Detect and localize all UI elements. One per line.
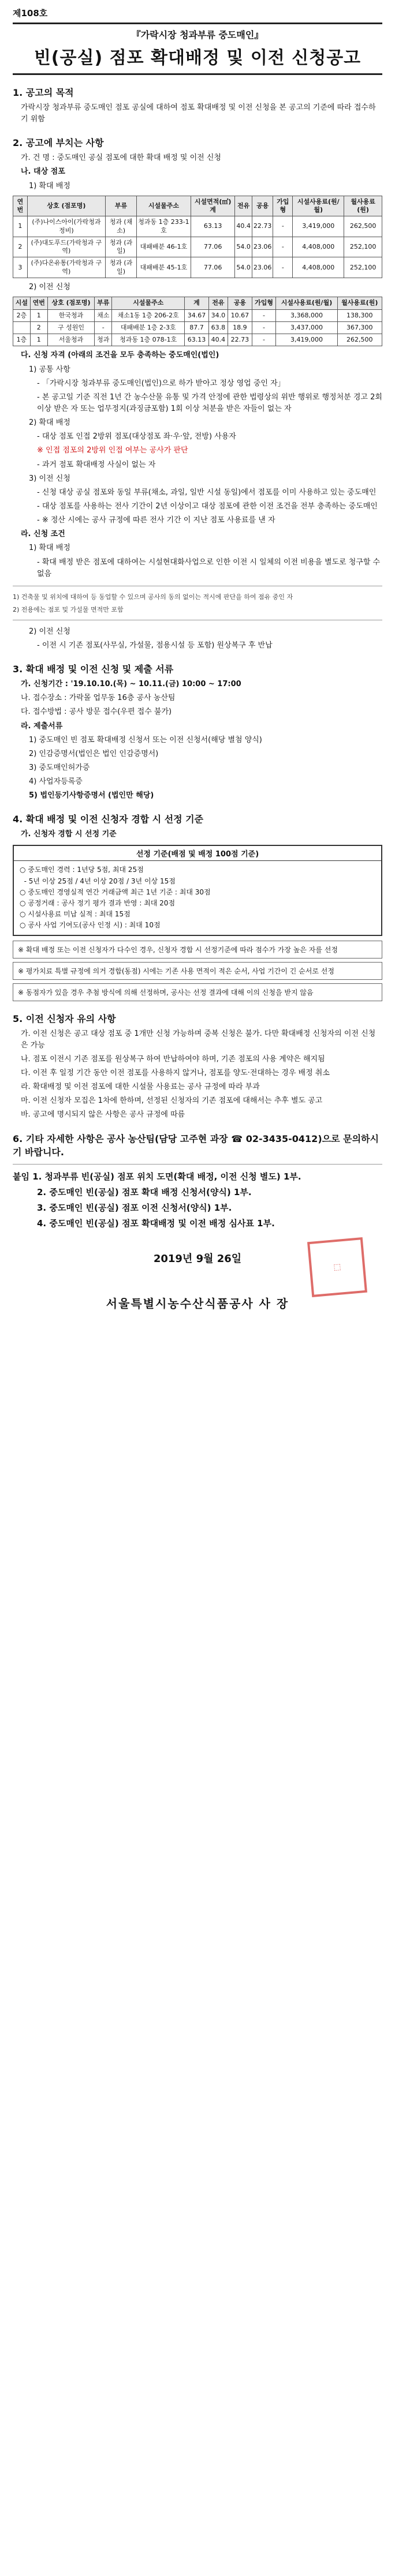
criteria-note: ※ 평가치료 특별 규정에 의거 경합(동점) 시에는 기존 사용 면적이 적은 순서, 사업 기간이 긴 순서로 선정: [13, 962, 382, 980]
issuer-signature: 서울특별시농수산식품공사 사 장: [106, 1296, 289, 1311]
table-cell: [13, 321, 31, 334]
table-row: [13, 321, 382, 334]
section5-heading: 5. 이전 신청자 유의 사항: [13, 1013, 116, 1024]
expansion-table: [13, 196, 382, 278]
table-cell: 3,419,000: [293, 216, 344, 237]
table-cell: 23.06: [252, 237, 273, 257]
apply-period: 가. 신청기간 : '19.10.10.(목) ~ 10.11.(금) 10:00 ~ 17:00: [21, 680, 241, 689]
caution-item: 나. 점포 이전시 기존 점포를 원상복구 하여 반납하여야 하며, 기존 점포의 사용 계약은 해지됨: [21, 1054, 325, 1064]
official-seal-icon: ⬚: [307, 1237, 367, 1297]
table-cell: 3,437,000: [276, 321, 337, 334]
table2-label: 2) 이전 신청: [29, 283, 70, 292]
t1-header: 가입형: [273, 196, 293, 216]
document-item: 2) 인감증명서(법인은 법인 인감증명서): [29, 749, 159, 758]
criteria-item: ○ 공정거래 : 공사 정기 평가 결과 반영 : 최대 20점: [20, 899, 176, 908]
table-cell: 1: [13, 216, 28, 237]
t2-header: 계: [185, 297, 208, 309]
criteria-item: ○ 시설사용료 미납 실적 : 최대 15점: [20, 910, 131, 919]
table-cell: 23.06: [252, 257, 273, 278]
table-cell: 3,419,000: [276, 334, 337, 346]
table-cell: 청과 (과일): [106, 237, 137, 257]
table-cell: 54.0: [235, 257, 252, 278]
criteria-item: - 5년 이상 25점 / 4년 이상 20점 / 3년 이상 15점: [20, 877, 176, 885]
t1-header: 공용: [252, 196, 273, 216]
table-cell: 77.06: [191, 237, 235, 257]
table-cell: 채소1동 1층 206-2호: [112, 309, 185, 321]
footnote: 1) 건축물 및 위치에 대하여 등 동업할 수 있으며 공사의 동의 없이는 적시에 판단을 하여 점유 중인 자: [13, 593, 293, 601]
t2-header: 월사용료(원): [337, 297, 382, 309]
table-cell: 2층: [13, 309, 31, 321]
table-cell: -: [252, 321, 276, 334]
table-cell: 138,300: [337, 309, 382, 321]
divider: [13, 1164, 382, 1165]
table-row: [13, 237, 382, 257]
table-cell: (주)대도푸드(가락청과 구역): [27, 237, 105, 257]
t1-header: 시설면적(㎡) 계: [191, 196, 235, 216]
table-cell: 청과동 1층 078-1호: [112, 334, 185, 346]
criteria-item: ○ 중도매인 경영실적 연간 거래금액 최근 1년 기준 : 최대 30점: [20, 888, 211, 896]
criteria-note: ※ 동점자가 있을 경우 추첨 방식에 의해 선정하며, 공사는 선정 결과에 대해 이의 신청을 받지 않음: [13, 983, 382, 1001]
table-cell: 대패배분 46-1호: [137, 237, 191, 257]
table-cell: 34.0: [208, 309, 228, 321]
table-cell: 252,100: [344, 257, 382, 278]
table-cell: -: [252, 309, 276, 321]
table-cell: -: [252, 334, 276, 346]
table-cell: 1층: [13, 334, 31, 346]
t2-header: 연번: [30, 297, 47, 309]
caution-item: 라. 확대배정 및 이전 점포에 대한 시설물 사용료는 공사 규정에 따라 부과: [21, 1083, 260, 1092]
apply-method: 다. 접수방법 : 공사 방문 접수(우편 접수 불가): [21, 707, 172, 717]
relocation-req-b: - 대상 점포를 사용하는 전사 기간이 2년 이상이고 대상 점포에 관한 이전 조건을 전부 충족하는 중도매인: [37, 501, 378, 511]
t2-header: 상호 (점포명): [47, 297, 95, 309]
table-cell: 63.13: [185, 334, 208, 346]
notice-subtitle: 『가락시장 청과부류 중도매인』: [131, 29, 264, 40]
expansion-req-b: - 과거 점포 확대배정 사실이 없는 자: [37, 460, 156, 469]
table-row: [13, 216, 382, 237]
section4-heading: 4. 확대 배정 및 이전 신청자 경합 시 선정 기준: [13, 814, 204, 825]
t2-header: 공용: [228, 297, 252, 309]
table-cell: 34.67: [185, 309, 208, 321]
section1-text: 가락시장 청과부류 중도매인 점포 공실에 대하여 점포 확대배정 및 이전 신청을 본 공고의 기준에 따라 접수하기 위함: [21, 103, 376, 124]
table1-label: 1) 확대 배정: [29, 181, 70, 190]
t2-header: 전유: [208, 297, 228, 309]
table-cell: 구 성원인: [47, 321, 95, 334]
table-cell: 367,300: [337, 321, 382, 334]
table-row: [13, 334, 382, 346]
relocation-table: [13, 297, 382, 346]
criteria-item: ○ 중도매인 경력 : 1년당 5점, 최대 25점: [20, 866, 144, 874]
table-cell: 18.9: [228, 321, 252, 334]
caution-item: 가. 이전 신청은 공고 대상 점포 중 1개만 신청 가능하며 중복 신청은 불가. 다만 확대배정 신청자의 이전 신청은 가능: [21, 1029, 376, 1050]
criteria-box: [13, 845, 382, 935]
criteria-box-title: 선정 기준(배점 및 배정 100점 기준): [14, 846, 381, 861]
table-cell: 4,408,000: [293, 237, 344, 257]
notice-number: 제108호: [13, 8, 48, 18]
section6-heading: 6. 기타 자세한 사항은 공사 농산팀(담당 고주현 과장 ☎ 02-3435-0412)으로 문의하시기 바랍니다.: [13, 1133, 379, 1158]
t1-header: 연번: [13, 196, 28, 216]
section3-heading: 3. 확대 배정 및 이전 신청 및 제출 서류: [13, 664, 174, 675]
table-cell: 청과동 1층 233-1호: [137, 216, 191, 237]
t2-header: 시설: [13, 297, 31, 309]
table-cell: 2: [30, 321, 47, 334]
caution-item: 바. 공고에 명시되지 않은 사항은 공사 규정에 따름: [21, 1110, 185, 1119]
table-cell: 262,500: [344, 216, 382, 237]
target-store-label: 나. 대상 점포: [21, 167, 65, 177]
attachments: [13, 1170, 382, 1231]
criteria-box-body: [14, 861, 381, 934]
table-cell: 63.13: [191, 216, 235, 237]
expansion-req-note: ※ 인접 점포의 2방위 인접 여부는 공사가 판단: [37, 446, 188, 455]
cond-relocation-label: 2) 이전 신청: [29, 627, 70, 636]
document-item: 5) 법인등기사항증명서 (법인만 해당): [29, 791, 154, 800]
table-cell: 청과 (채소): [106, 216, 137, 237]
apply-place: 나. 접수장소 : 가락몰 업무동 16층 공사 농산팀: [21, 694, 176, 703]
notice-title: 빈(공실) 점포 확대배정 및 이전 신청공고: [33, 48, 362, 68]
table-cell: 40.4: [235, 216, 252, 237]
common-req-label: 1) 공통 사항: [29, 365, 70, 374]
table-cell: 4,408,000: [293, 257, 344, 278]
headline-box: [13, 23, 382, 75]
t1-header: 시설물주소: [137, 196, 191, 216]
section2-heading: 2. 공고에 부치는 사항: [13, 137, 104, 149]
cond-relocation-text: - 이전 시 기존 점포(사무실, 가설물, 점용시설 등 포함) 원상복구 후 반납: [37, 641, 273, 650]
t1-header: 상호 (점포명): [27, 196, 105, 216]
document-item: 3) 중도매인허가증: [29, 763, 90, 772]
t1-header: 전유: [235, 196, 252, 216]
document-item: 1) 중도매인 빈 점포 확대배정 신청서 또는 이전 신청서(해당 별첨 양식): [29, 735, 262, 744]
table-cell: 대패배분 45-1호: [137, 257, 191, 278]
table-cell: (주)나이스아이(가락청과 정비): [27, 216, 105, 237]
table-row: [13, 257, 382, 278]
table-cell: 40.4: [208, 334, 228, 346]
expansion-req-label: 2) 확대 배정: [29, 418, 70, 428]
notice-date: 2019년 9월 26일: [153, 1252, 242, 1265]
conditions-heading: 라. 신청 조건: [21, 530, 65, 539]
table-cell: 262,500: [337, 334, 382, 346]
common-req-b: - 본 공고일 기준 직전 1년 간 농수산물 유통 및 가격 안정에 관한 법령상의 위반 행위로 행정처분 경고 2회 이상 받은 자 또는 업무정지(과징금포함) 1회 이상 처분을 받은 자들이 없는 자: [37, 392, 382, 413]
attachment-item: 붙임 1. 청과부류 빈(공실) 점포 위치 도면(확대 배정, 이전 신청 별도) 1부.: [13, 1171, 301, 1182]
table-cell: 3,368,000: [276, 309, 337, 321]
table-cell: 22.73: [252, 216, 273, 237]
table-cell: 채소: [95, 309, 112, 321]
table-cell: 3: [13, 257, 28, 278]
table-cell: 22.73: [228, 334, 252, 346]
criteria-item: ○ 공사 사업 기여도(공사 인정 시) : 최대 10점: [20, 921, 161, 930]
attachment-item: 4. 중도매인 빈(공실) 점포 확대배정 및 이전 배정 심사표 1부.: [37, 1218, 275, 1229]
attachment-item: 3. 중도매인 빈(공실) 점포 이전 신청서(양식) 1부.: [37, 1203, 232, 1214]
table-cell: 1: [30, 334, 47, 346]
table-cell: 2: [13, 237, 28, 257]
relocation-req-c: - ※ 정산 시에는 공사 규정에 따른 전사 기간 이 지난 점포 사용료를 낸 자: [37, 516, 275, 525]
caution-item: 다. 이전 후 일정 기간 동안 이전 점포를 사용하지 않거나, 점포를 양도·전대하는 경우 배정 취소: [21, 1069, 330, 1078]
table-cell: 63.8: [208, 321, 228, 334]
table-cell: 서울청과: [47, 334, 95, 346]
attachment-item: 2. 중도매인 빈(공실) 점포 확대 배정 신청서(양식) 1부.: [37, 1186, 252, 1197]
t1-header: 월사용료(원): [344, 196, 382, 216]
eligibility-heading: 다. 신청 자격 (아래의 조건을 모두 충족하는 중도매인(법인): [21, 351, 219, 360]
expansion-req-a: - 대상 점포 인접 2방위 점포(대상점포 좌·우·앞, 전방) 사용자: [37, 432, 236, 441]
table-row: [13, 309, 382, 321]
t2-header: 시설물주소: [112, 297, 185, 309]
relocation-req-a: - 신청 대상 공실 점포와 동일 부류(채소, 과일, 일반 시설 동일)에서 점포를 이미 사용하고 있는 중도매인: [37, 488, 377, 497]
section1-heading: 1. 공고의 목적: [13, 87, 74, 98]
table-cell: -: [273, 257, 293, 278]
table-cell: -: [273, 237, 293, 257]
table-cell: 252,100: [344, 237, 382, 257]
table-cell: 54.0: [235, 237, 252, 257]
table-cell: 87.7: [185, 321, 208, 334]
criteria-label: 가. 신청자 경합 시 선정 기준: [21, 830, 117, 839]
table-cell: (주)다온유통(가락청과 구역): [27, 257, 105, 278]
cond-expansion-text: - 확대 배정 받은 점포에 대하여는 시설현대화사업으로 인한 이전 시 일체의 이전 비용을 별도로 청구할 수 없음: [37, 557, 381, 578]
item-name: 가. 건 명 : 중도매인 공실 점포에 대한 확대 배정 및 이전 신청: [21, 153, 221, 163]
t1-header: 부류: [106, 196, 137, 216]
documents-heading: 라. 제출서류: [21, 721, 63, 731]
table-cell: 대패배분 1층 2-3호: [112, 321, 185, 334]
document-item: 4) 사업자등록증: [29, 777, 83, 787]
table-cell: 한국청과: [47, 309, 95, 321]
common-req-a: - 「가락시장 청과부류 중도매인(법인)으로 하가 받아고 정상 영업 중인 자」: [37, 379, 285, 388]
table-cell: 77.06: [191, 257, 235, 278]
t2-header: 부류: [95, 297, 112, 309]
table-cell: -: [273, 216, 293, 237]
footnote: 2) 전용에는 점포 및 가설물 면적만 포함: [13, 605, 124, 613]
cond-expansion-label: 1) 확대 배정: [29, 544, 70, 553]
t1-header: 시설사용료(원/월): [293, 196, 344, 216]
t2-header: 시설사용료(원/월): [276, 297, 337, 309]
notice-page: [13, 0, 382, 1346]
t2-header: 가입형: [252, 297, 276, 309]
table-cell: 1: [30, 309, 47, 321]
table-cell: -: [95, 321, 112, 334]
table-cell: 10.67: [228, 309, 252, 321]
criteria-note: ※ 확대 배정 또는 이전 신청자가 다수인 경우, 신청자 경합 시 선정기준에 따라 점수가 가장 높은 자를 선정: [13, 941, 382, 958]
relocation-req-label: 3) 이전 신청: [29, 474, 70, 483]
caution-item: 마. 이전 신청자 모집은 1차에 한하며, 선정된 신청자의 기존 점포에 대해서는 추후 별도 공고: [21, 1096, 323, 1106]
table-cell: 청과: [95, 334, 112, 346]
table-cell: 청과 (과일): [106, 257, 137, 278]
